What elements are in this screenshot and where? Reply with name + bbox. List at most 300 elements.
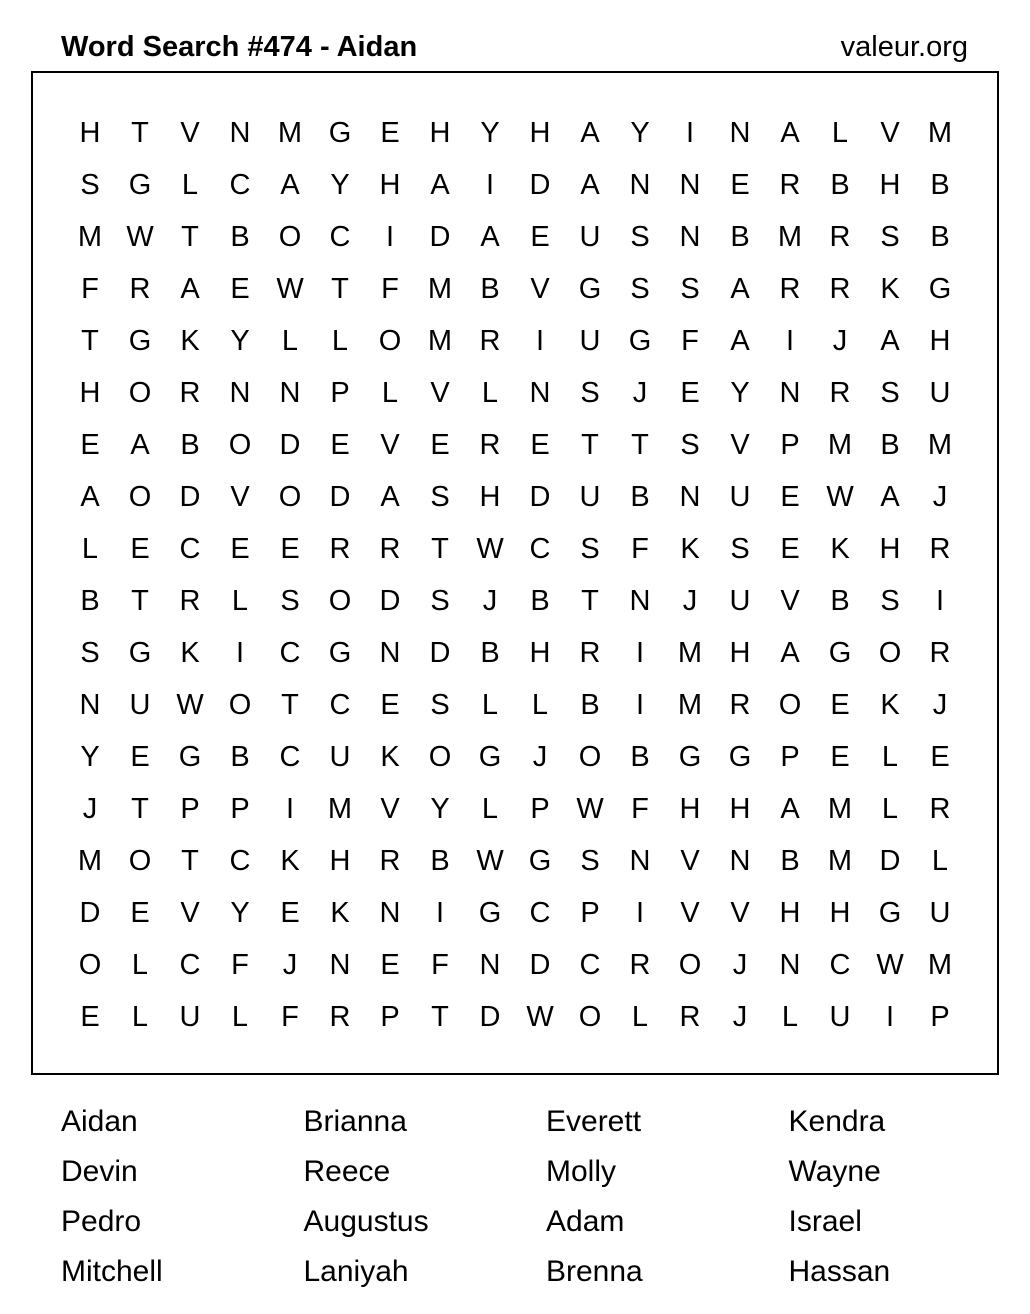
grid-cell: P	[230, 792, 250, 825]
grid-cell: G	[728, 740, 752, 773]
word-list-item: Devin	[61, 1155, 138, 1188]
grid-cell: R	[829, 376, 851, 409]
grid-cell: R	[929, 792, 951, 825]
grid-cell: D	[79, 896, 101, 929]
grid-cell: E	[80, 1000, 100, 1033]
grid-cell: B	[430, 844, 450, 877]
grid-cell: R	[329, 1000, 351, 1033]
grid-cell: J	[732, 1000, 748, 1033]
grid-cell: A	[480, 220, 500, 253]
grid-cell: A	[580, 116, 600, 149]
grid-cell: F	[231, 948, 249, 981]
grid-cell: E	[380, 116, 400, 149]
grid-cell: B	[930, 168, 950, 201]
grid-cell: N	[779, 376, 801, 409]
grid-cell: N	[529, 376, 551, 409]
grid-cell: G	[528, 844, 552, 877]
grid-cell: M	[927, 428, 953, 461]
grid-cell: G	[478, 896, 502, 929]
grid-cell: O	[578, 740, 602, 773]
grid-cell: U	[579, 480, 601, 513]
grid-cell: Y	[230, 324, 250, 357]
grid-cell: T	[431, 532, 449, 565]
grid-cell: T	[631, 428, 649, 461]
grid-cell: O	[278, 480, 302, 513]
grid-cell: G	[328, 636, 352, 669]
grid-cell: S	[580, 376, 600, 409]
page-title: Word Search #474 - Aidan	[61, 31, 418, 63]
word-list-item: Brianna	[303, 1105, 407, 1138]
grid-cell: K	[330, 896, 350, 929]
grid-cell: I	[285, 792, 295, 825]
grid-cell: L	[181, 168, 199, 201]
grid-cell: K	[280, 844, 300, 877]
grid-cell: H	[429, 116, 451, 149]
grid-cell: U	[579, 220, 601, 253]
grid-cell: K	[880, 272, 900, 305]
grid-cell: S	[430, 584, 450, 617]
grid-cell: R	[179, 584, 201, 617]
grid-cell: T	[181, 844, 199, 877]
letter-grid	[65, 107, 965, 1043]
grid-cell: S	[430, 480, 450, 513]
grid-cell: Y	[230, 896, 250, 929]
grid-cell: L	[931, 844, 949, 877]
grid-cell: L	[481, 376, 499, 409]
grid-cell: K	[380, 740, 400, 773]
word-list-item: Laniyah	[303, 1255, 409, 1288]
grid-cell: D	[529, 168, 551, 201]
grid-cell: C	[579, 948, 601, 981]
grid-cell: D	[879, 844, 901, 877]
word-list-item: Adam	[546, 1205, 625, 1238]
grid-cell: M	[777, 220, 803, 253]
grid-cell: H	[929, 324, 951, 357]
grid-cell: G	[828, 636, 852, 669]
grid-cell: C	[179, 532, 201, 565]
grid-cell: B	[630, 480, 650, 513]
grid-cell: V	[680, 844, 700, 877]
grid-cell: H	[79, 376, 101, 409]
grid-cell: B	[930, 220, 950, 253]
word-list-item: Wayne	[788, 1155, 881, 1188]
grid-cell: H	[479, 480, 501, 513]
grid-cell: K	[180, 636, 200, 669]
grid-cell: B	[830, 168, 850, 201]
grid-cell: D	[179, 480, 201, 513]
grid-cell: L	[481, 688, 499, 721]
grid-cell: O	[878, 636, 902, 669]
grid-cell: O	[678, 948, 702, 981]
grid-cell: G	[128, 636, 152, 669]
grid-cell: N	[379, 636, 401, 669]
grid-cell: R	[929, 636, 951, 669]
grid-cell: M	[927, 116, 953, 149]
grid-cell: N	[779, 948, 801, 981]
grid-cell: O	[228, 428, 252, 461]
grid-cell: R	[679, 1000, 701, 1033]
grid-cell: J	[932, 480, 948, 513]
grid-cell: T	[81, 324, 99, 357]
grid-cell: H	[729, 636, 751, 669]
word-list-item: Mitchell	[61, 1255, 163, 1288]
grid-cell: M	[927, 948, 953, 981]
grid-cell: E	[430, 428, 450, 461]
grid-cell: L	[831, 116, 849, 149]
grid-cell: L	[481, 792, 499, 825]
grid-cell: I	[935, 584, 945, 617]
grid-cell: R	[829, 220, 851, 253]
grid-cell: G	[128, 168, 152, 201]
grid-cell: L	[781, 1000, 799, 1033]
grid-cell: D	[329, 480, 351, 513]
grid-cell: J	[532, 740, 548, 773]
grid-cell: A	[280, 168, 300, 201]
grid-cell: J	[632, 376, 648, 409]
grid-cell: K	[880, 688, 900, 721]
grid-cell: W	[476, 532, 504, 565]
grid-cell: A	[80, 480, 100, 513]
grid-cell: L	[231, 1000, 249, 1033]
grid-cell: M	[77, 844, 103, 877]
grid-cell: C	[179, 948, 201, 981]
grid-cell: F	[381, 272, 399, 305]
grid-cell: U	[329, 740, 351, 773]
grid-cell: E	[830, 688, 850, 721]
grid-cell: L	[131, 948, 149, 981]
grid-cell: E	[230, 532, 250, 565]
grid-cell: Y	[330, 168, 350, 201]
grid-cell: R	[929, 532, 951, 565]
grid-cell: W	[576, 792, 604, 825]
grid-cell: V	[730, 428, 750, 461]
grid-cell: E	[130, 896, 150, 929]
grid-cell: M	[827, 792, 853, 825]
grid-cell: W	[476, 844, 504, 877]
grid-cell: C	[279, 636, 301, 669]
grid-cell: B	[230, 220, 250, 253]
puzzle-frame	[31, 71, 999, 1075]
grid-cell: T	[131, 116, 149, 149]
grid-cell: H	[529, 116, 551, 149]
grid-cell: N	[229, 376, 251, 409]
grid-cell: B	[530, 584, 550, 617]
grid-cell: V	[680, 896, 700, 929]
grid-cell: H	[379, 168, 401, 201]
grid-cell: S	[580, 844, 600, 877]
grid-cell: R	[479, 428, 501, 461]
grid-cell: O	[328, 584, 352, 617]
grid-cell: S	[880, 376, 900, 409]
grid-cell: H	[779, 896, 801, 929]
word-list-item: Aidan	[61, 1105, 138, 1138]
grid-cell: K	[180, 324, 200, 357]
grid-cell: W	[126, 220, 154, 253]
grid-cell: P	[930, 1000, 950, 1033]
grid-cell: J	[82, 792, 98, 825]
grid-cell: C	[829, 948, 851, 981]
grid-cell: E	[930, 740, 950, 773]
grid-cell: S	[880, 220, 900, 253]
grid-cell: O	[228, 688, 252, 721]
grid-cell: S	[80, 636, 100, 669]
grid-cell: O	[428, 740, 452, 773]
grid-cell: A	[730, 272, 750, 305]
grid-cell: A	[880, 480, 900, 513]
grid-cell: L	[531, 688, 549, 721]
word-list-item: Everett	[546, 1105, 642, 1138]
grid-cell: E	[130, 740, 150, 773]
grid-cell: I	[685, 116, 695, 149]
grid-cell: E	[680, 376, 700, 409]
grid-cell: M	[427, 324, 453, 357]
grid-cell: S	[80, 168, 100, 201]
grid-cell: T	[281, 688, 299, 721]
grid-cell: I	[535, 324, 545, 357]
grid-cell: I	[635, 688, 645, 721]
grid-cell: C	[529, 896, 551, 929]
grid-cell: E	[380, 948, 400, 981]
grid-cell: U	[729, 584, 751, 617]
grid-cell: B	[580, 688, 600, 721]
word-list-item: Kendra	[788, 1105, 886, 1138]
grid-cell: O	[128, 376, 152, 409]
grid-cell: N	[629, 844, 651, 877]
grid-cell: V	[430, 376, 450, 409]
grid-cell: E	[230, 272, 250, 305]
grid-cell: B	[180, 428, 200, 461]
grid-cell: U	[929, 376, 951, 409]
grid-cell: E	[780, 532, 800, 565]
grid-cell: P	[780, 428, 800, 461]
grid-cell: M	[677, 688, 703, 721]
grid-cell: J	[832, 324, 848, 357]
grid-cell: Y	[730, 376, 750, 409]
grid-cell: R	[829, 272, 851, 305]
grid-cell: A	[430, 168, 450, 201]
word-list-item: Augustus	[303, 1205, 429, 1238]
grid-cell: E	[730, 168, 750, 201]
grid-cell: K	[680, 532, 700, 565]
grid-cell: I	[635, 636, 645, 669]
grid-cell: H	[79, 116, 101, 149]
grid-cell: M	[827, 844, 853, 877]
grid-cell: W	[826, 480, 854, 513]
grid-cell: U	[729, 480, 751, 513]
grid-cell: G	[678, 740, 702, 773]
grid-cell: R	[779, 168, 801, 201]
grid-cell: P	[330, 376, 350, 409]
grid-cell: D	[279, 428, 301, 461]
grid-cell: F	[81, 272, 99, 305]
grid-cell: J	[282, 948, 298, 981]
grid-cell: C	[279, 740, 301, 773]
grid-cell: T	[431, 1000, 449, 1033]
grid-cell: S	[680, 272, 700, 305]
grid-cell: B	[730, 220, 750, 253]
grid-cell: W	[526, 1000, 554, 1033]
grid-cell: N	[629, 584, 651, 617]
grid-cell: Y	[630, 116, 650, 149]
grid-cell: V	[180, 896, 200, 929]
grid-cell: D	[529, 948, 551, 981]
grid-cell: E	[380, 688, 400, 721]
grid-cell: O	[78, 948, 102, 981]
grid-cell: I	[435, 896, 445, 929]
grid-cell: G	[578, 272, 602, 305]
grid-cell: J	[682, 584, 698, 617]
grid-cell: B	[80, 584, 100, 617]
grid-cell: R	[579, 636, 601, 669]
grid-cell: M	[77, 220, 103, 253]
grid-cell: T	[331, 272, 349, 305]
grid-cell: G	[928, 272, 952, 305]
grid-cell: A	[580, 168, 600, 201]
grid-cell: F	[681, 324, 699, 357]
grid-cell: F	[631, 792, 649, 825]
grid-cell: L	[281, 324, 299, 357]
grid-cell: S	[730, 532, 750, 565]
grid-cell: H	[329, 844, 351, 877]
grid-cell: M	[677, 636, 703, 669]
word-list-item: Brenna	[546, 1255, 643, 1288]
grid-cell: H	[729, 792, 751, 825]
grid-cell: V	[180, 116, 200, 149]
grid-cell: R	[779, 272, 801, 305]
grid-cell: S	[630, 220, 650, 253]
grid-cell: U	[179, 1000, 201, 1033]
grid-cell: Y	[430, 792, 450, 825]
grid-cell: D	[429, 636, 451, 669]
grid-cell: S	[430, 688, 450, 721]
grid-cell: N	[229, 116, 251, 149]
grid-cell: H	[529, 636, 551, 669]
grid-cell: P	[180, 792, 200, 825]
grid-cell: M	[827, 428, 853, 461]
grid-cell: A	[880, 324, 900, 357]
grid-cell: R	[729, 688, 751, 721]
grid-cell: L	[381, 376, 399, 409]
grid-cell: I	[485, 168, 495, 201]
grid-cell: D	[529, 480, 551, 513]
grid-cell: C	[229, 844, 251, 877]
grid-cell: R	[329, 532, 351, 565]
grid-cell: H	[829, 896, 851, 929]
grid-cell: E	[530, 220, 550, 253]
grid-cell: Y	[80, 740, 100, 773]
grid-cell: R	[479, 324, 501, 357]
grid-cell: V	[380, 428, 400, 461]
grid-cell: V	[880, 116, 900, 149]
grid-cell: E	[80, 428, 100, 461]
grid-cell: D	[429, 220, 451, 253]
grid-cell: O	[378, 324, 402, 357]
grid-cell: A	[130, 428, 150, 461]
word-list-item: Hassan	[788, 1255, 891, 1288]
grid-cell: E	[280, 532, 300, 565]
grid-cell: U	[579, 324, 601, 357]
grid-cell: F	[281, 1000, 299, 1033]
grid-cell: V	[380, 792, 400, 825]
grid-cell: D	[479, 1000, 501, 1033]
grid-cell: E	[330, 428, 350, 461]
grid-cell: E	[530, 428, 550, 461]
grid-cell: L	[331, 324, 349, 357]
grid-cell: B	[830, 584, 850, 617]
grid-cell: Y	[480, 116, 500, 149]
grid-cell: G	[328, 116, 352, 149]
grid-cell: V	[230, 480, 250, 513]
grid-cell: M	[427, 272, 453, 305]
grid-cell: E	[830, 740, 850, 773]
grid-cell: W	[276, 272, 304, 305]
grid-cell: N	[679, 480, 701, 513]
grid-cell: V	[530, 272, 550, 305]
grid-cell: C	[329, 220, 351, 253]
grid-cell: S	[580, 532, 600, 565]
grid-cell: H	[679, 792, 701, 825]
grid-cell: J	[482, 584, 498, 617]
site-label: valeur.org	[840, 31, 968, 63]
grid-cell: V	[730, 896, 750, 929]
grid-cell: A	[780, 636, 800, 669]
grid-cell: S	[880, 584, 900, 617]
word-list-item: Molly	[546, 1155, 617, 1188]
grid-cell: C	[229, 168, 251, 201]
grid-cell: B	[480, 636, 500, 669]
grid-cell: G	[178, 740, 202, 773]
grid-cell: N	[729, 116, 751, 149]
grid-cell: S	[680, 428, 700, 461]
grid-cell: B	[780, 844, 800, 877]
grid-cell: O	[778, 688, 802, 721]
grid-cell: P	[580, 896, 600, 929]
grid-cell: C	[329, 688, 351, 721]
grid-cell: L	[131, 1000, 149, 1033]
grid-cell: T	[581, 428, 599, 461]
grid-cell: G	[878, 896, 902, 929]
grid-cell: G	[628, 324, 652, 357]
grid-cell: I	[785, 324, 795, 357]
grid-cell: E	[780, 480, 800, 513]
grid-cell: L	[81, 532, 99, 565]
grid-cell: U	[829, 1000, 851, 1033]
grid-cell: L	[881, 792, 899, 825]
grid-cell: N	[629, 168, 651, 201]
grid-cell: R	[629, 948, 651, 981]
grid-cell: N	[379, 896, 401, 929]
grid-cell: N	[329, 948, 351, 981]
grid-cell: N	[279, 376, 301, 409]
grid-cell: B	[880, 428, 900, 461]
grid-cell: T	[581, 584, 599, 617]
grid-cell: G	[478, 740, 502, 773]
grid-cell: L	[881, 740, 899, 773]
grid-cell: M	[277, 116, 303, 149]
grid-cell: L	[231, 584, 249, 617]
grid-cell: W	[876, 948, 904, 981]
grid-cell: N	[679, 168, 701, 201]
grid-cell: M	[327, 792, 353, 825]
grid-cell: L	[631, 1000, 649, 1033]
grid-cell: H	[879, 168, 901, 201]
word-list-item: Reece	[303, 1155, 391, 1188]
grid-cell: V	[780, 584, 800, 617]
grid-cell: H	[879, 532, 901, 565]
grid-cell: K	[830, 532, 850, 565]
grid-cell: B	[230, 740, 250, 773]
grid-cell: C	[529, 532, 551, 565]
